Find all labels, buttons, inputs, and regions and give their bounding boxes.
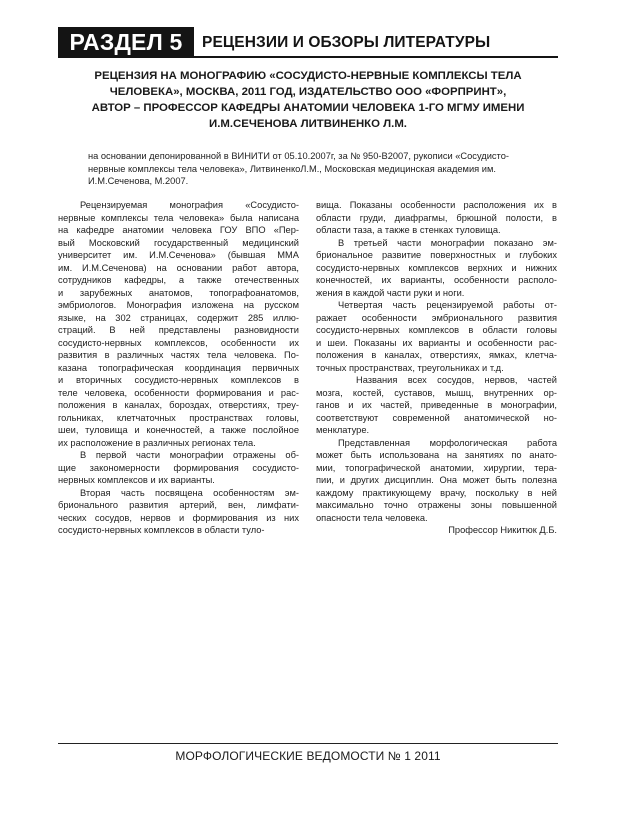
- text-line: им. И.М.Сеченова) на основании работ автора,: [58, 262, 299, 273]
- text-line: менклатуре.: [316, 425, 370, 435]
- journal-footer: МОРФОЛОГИЧЕСКИЕ ВЕДОМОСТИ № 1 2011: [175, 749, 441, 763]
- text-line: В третьей части монографии показано эм-: [338, 237, 557, 248]
- text-line: сосудисто-нервных комплексов верхних и нижних: [316, 262, 557, 273]
- text-line: Рецензируемая монография «Сосудисто-: [80, 200, 299, 210]
- footer-rule: [58, 743, 558, 744]
- paragraph: [316, 437, 557, 525]
- text-line: сосудисто-нервных комплексов в области головы: [316, 325, 557, 335]
- text-line: страций. В ней представлены разновидности: [58, 325, 299, 335]
- paragraph: [58, 449, 299, 487]
- text-line: брионального развития артерий, вен, лимфати-: [58, 500, 299, 510]
- paragraph: [316, 299, 557, 374]
- paragraph: [58, 487, 299, 537]
- text-line: и вторичных сосудисто-нервных комплексов в: [58, 375, 299, 385]
- text-line: вища. Показаны особенности расположения их в: [316, 200, 557, 210]
- paragraph: [316, 199, 557, 237]
- text-line: Названия всех сосудов, нервов, частей: [356, 375, 557, 385]
- text-line: сотрудников кафедры, а также отечественных: [58, 275, 299, 285]
- source-note-line: на основании депонированной в ВИНИТИ от 05.10.2007г, за № 950-В2007, рукописи «Сосудисто-: [88, 151, 509, 161]
- reviewer-signature: Профессор Никитюк Д.Б.: [448, 525, 557, 535]
- left-column: [58, 199, 299, 537]
- text-line: ческих сосудов, нервов и формирования из них: [58, 512, 299, 523]
- text-line: эмбриологов. Монография изложена на русском: [58, 300, 299, 310]
- text-line: положения в каналах, отверстиях, ямках, клетча-: [316, 350, 557, 360]
- text-line: опасности тела человека.: [316, 512, 428, 523]
- text-line: бриональное развитие поверхностных и глубоких: [316, 250, 557, 260]
- paragraph: [58, 199, 299, 449]
- text-line: и шеи. Показаны их варианты и особенности рас-: [316, 337, 557, 348]
- text-line: В первой части монографии отражены об-: [80, 450, 299, 460]
- text-line: сосудисто-нервных комплексов в области туло-: [58, 525, 265, 535]
- text-line: конечностей, их варианты, особенности располо-: [316, 275, 557, 285]
- text-line: мии, топографической анатомии, хирургии, тера-: [316, 462, 557, 473]
- text-line: гольниках, клетчаточных пространствах головы,: [58, 412, 299, 423]
- article-title: [58, 68, 558, 132]
- text-line: нервные комплексы тела человека» была написана: [58, 212, 299, 223]
- text-line: области груди, диафрагмы, брюшной полости, в: [316, 212, 557, 223]
- section-title: РЕЦЕНЗИИ И ОБЗОРЫ ЛИТЕРАТУРЫ: [202, 34, 491, 51]
- text-line: мозга, костей, суставов, мышц, внутренних ор-: [316, 387, 557, 398]
- text-line: языке, на 302 страницах, содержит 285 иллю-: [58, 312, 299, 323]
- text-line: нервных комплексов и их варианты.: [58, 475, 215, 485]
- text-line: теле человека, особенности формирования и рас-: [58, 387, 299, 398]
- text-line: Четвертая часть рецензируемой работы от-: [338, 300, 557, 310]
- article-title-line: ЧЕЛОВЕКА», МОСКВА, 2011 ГОД, ИЗДАТЕЛЬСТВО ООО «ФОРПРИНТ»,: [109, 86, 507, 98]
- paragraph: [316, 237, 557, 300]
- text-line: шеи, туловища и конечностей, а также послойное: [58, 425, 299, 435]
- text-line: пии, и других дисциплин. Она может быть полезна: [316, 475, 557, 485]
- text-line: ганов и их частей, приведенные в монографии,: [316, 400, 557, 410]
- text-line: области таза, а также в стенках туловища.: [316, 225, 501, 235]
- article-title-line: АВТОР – ПРОФЕССОР КАФЕДРЫ АНАТОМИИ ЧЕЛОВЕКА 1-ГО МГМУ ИМЕНИ: [91, 102, 525, 114]
- header-rule: [194, 56, 558, 58]
- text-line: положения в каналах, бороздах, отверстиях, треу-: [58, 400, 299, 410]
- text-line: ражает особенности эмбрионального развития: [316, 312, 557, 323]
- article-title-line: И.М.СЕЧЕНОВА ЛИТВИНЕНКО Л.М.: [209, 118, 407, 130]
- text-line: сосудисто-нервных комплексов, особенности их: [58, 337, 299, 348]
- text-line: Представленная морфологическая работа: [338, 437, 557, 448]
- text-line: точных пространствах, треугольниках и т.д.: [316, 362, 504, 373]
- text-line: жения в каждой части руки и ноги.: [316, 287, 465, 298]
- text-line: Вторая часть посвящена особенностям эм-: [80, 487, 299, 498]
- section-header: [58, 27, 558, 58]
- right-column: [316, 199, 557, 537]
- text-line: максимально точно отражены зоны повышенной: [316, 500, 557, 510]
- source-note-line: нервные комплексы тела человека», ЛитвиненкоЛ.М., Московская медицинская академия им.: [88, 163, 496, 174]
- text-line: их расположение в различных регионах тела.: [58, 437, 256, 448]
- text-line: казана топографическая координация первичных: [58, 362, 299, 373]
- text-line: вый Московский государственный медицинский: [58, 237, 299, 248]
- text-line: щие закономерности формирования сосудисто-: [58, 462, 299, 473]
- text-line: и зарубежных анатомов, топографоанатомов,: [58, 287, 299, 298]
- section-label: РАЗДЕЛ 5: [58, 27, 194, 58]
- text-line: на кафедре анатомии человека ГОУ ВПО «Пер-: [58, 225, 299, 235]
- article-title-line: РЕЦЕНЗИЯ НА МОНОГРАФИЮ «СОСУДИСТО-НЕРВНЫЕ КОМПЛЕКСЫ ТЕЛА: [94, 70, 522, 82]
- text-line: соответствуют современной анатомической но-: [316, 412, 557, 423]
- text-line: развития в различных частях тела человека. По-: [58, 350, 299, 360]
- source-note: [88, 150, 558, 188]
- text-line: университет им. И.М.Сеченова» (бывшая ММА: [58, 250, 299, 260]
- paragraph: [316, 374, 557, 437]
- source-note-line: И.М.Сеченова, М.2007.: [88, 176, 189, 186]
- text-line: может быть использована на занятиях по анато-: [316, 450, 557, 460]
- text-line: каждому практикующему врачу, поскольку в ней: [316, 487, 557, 498]
